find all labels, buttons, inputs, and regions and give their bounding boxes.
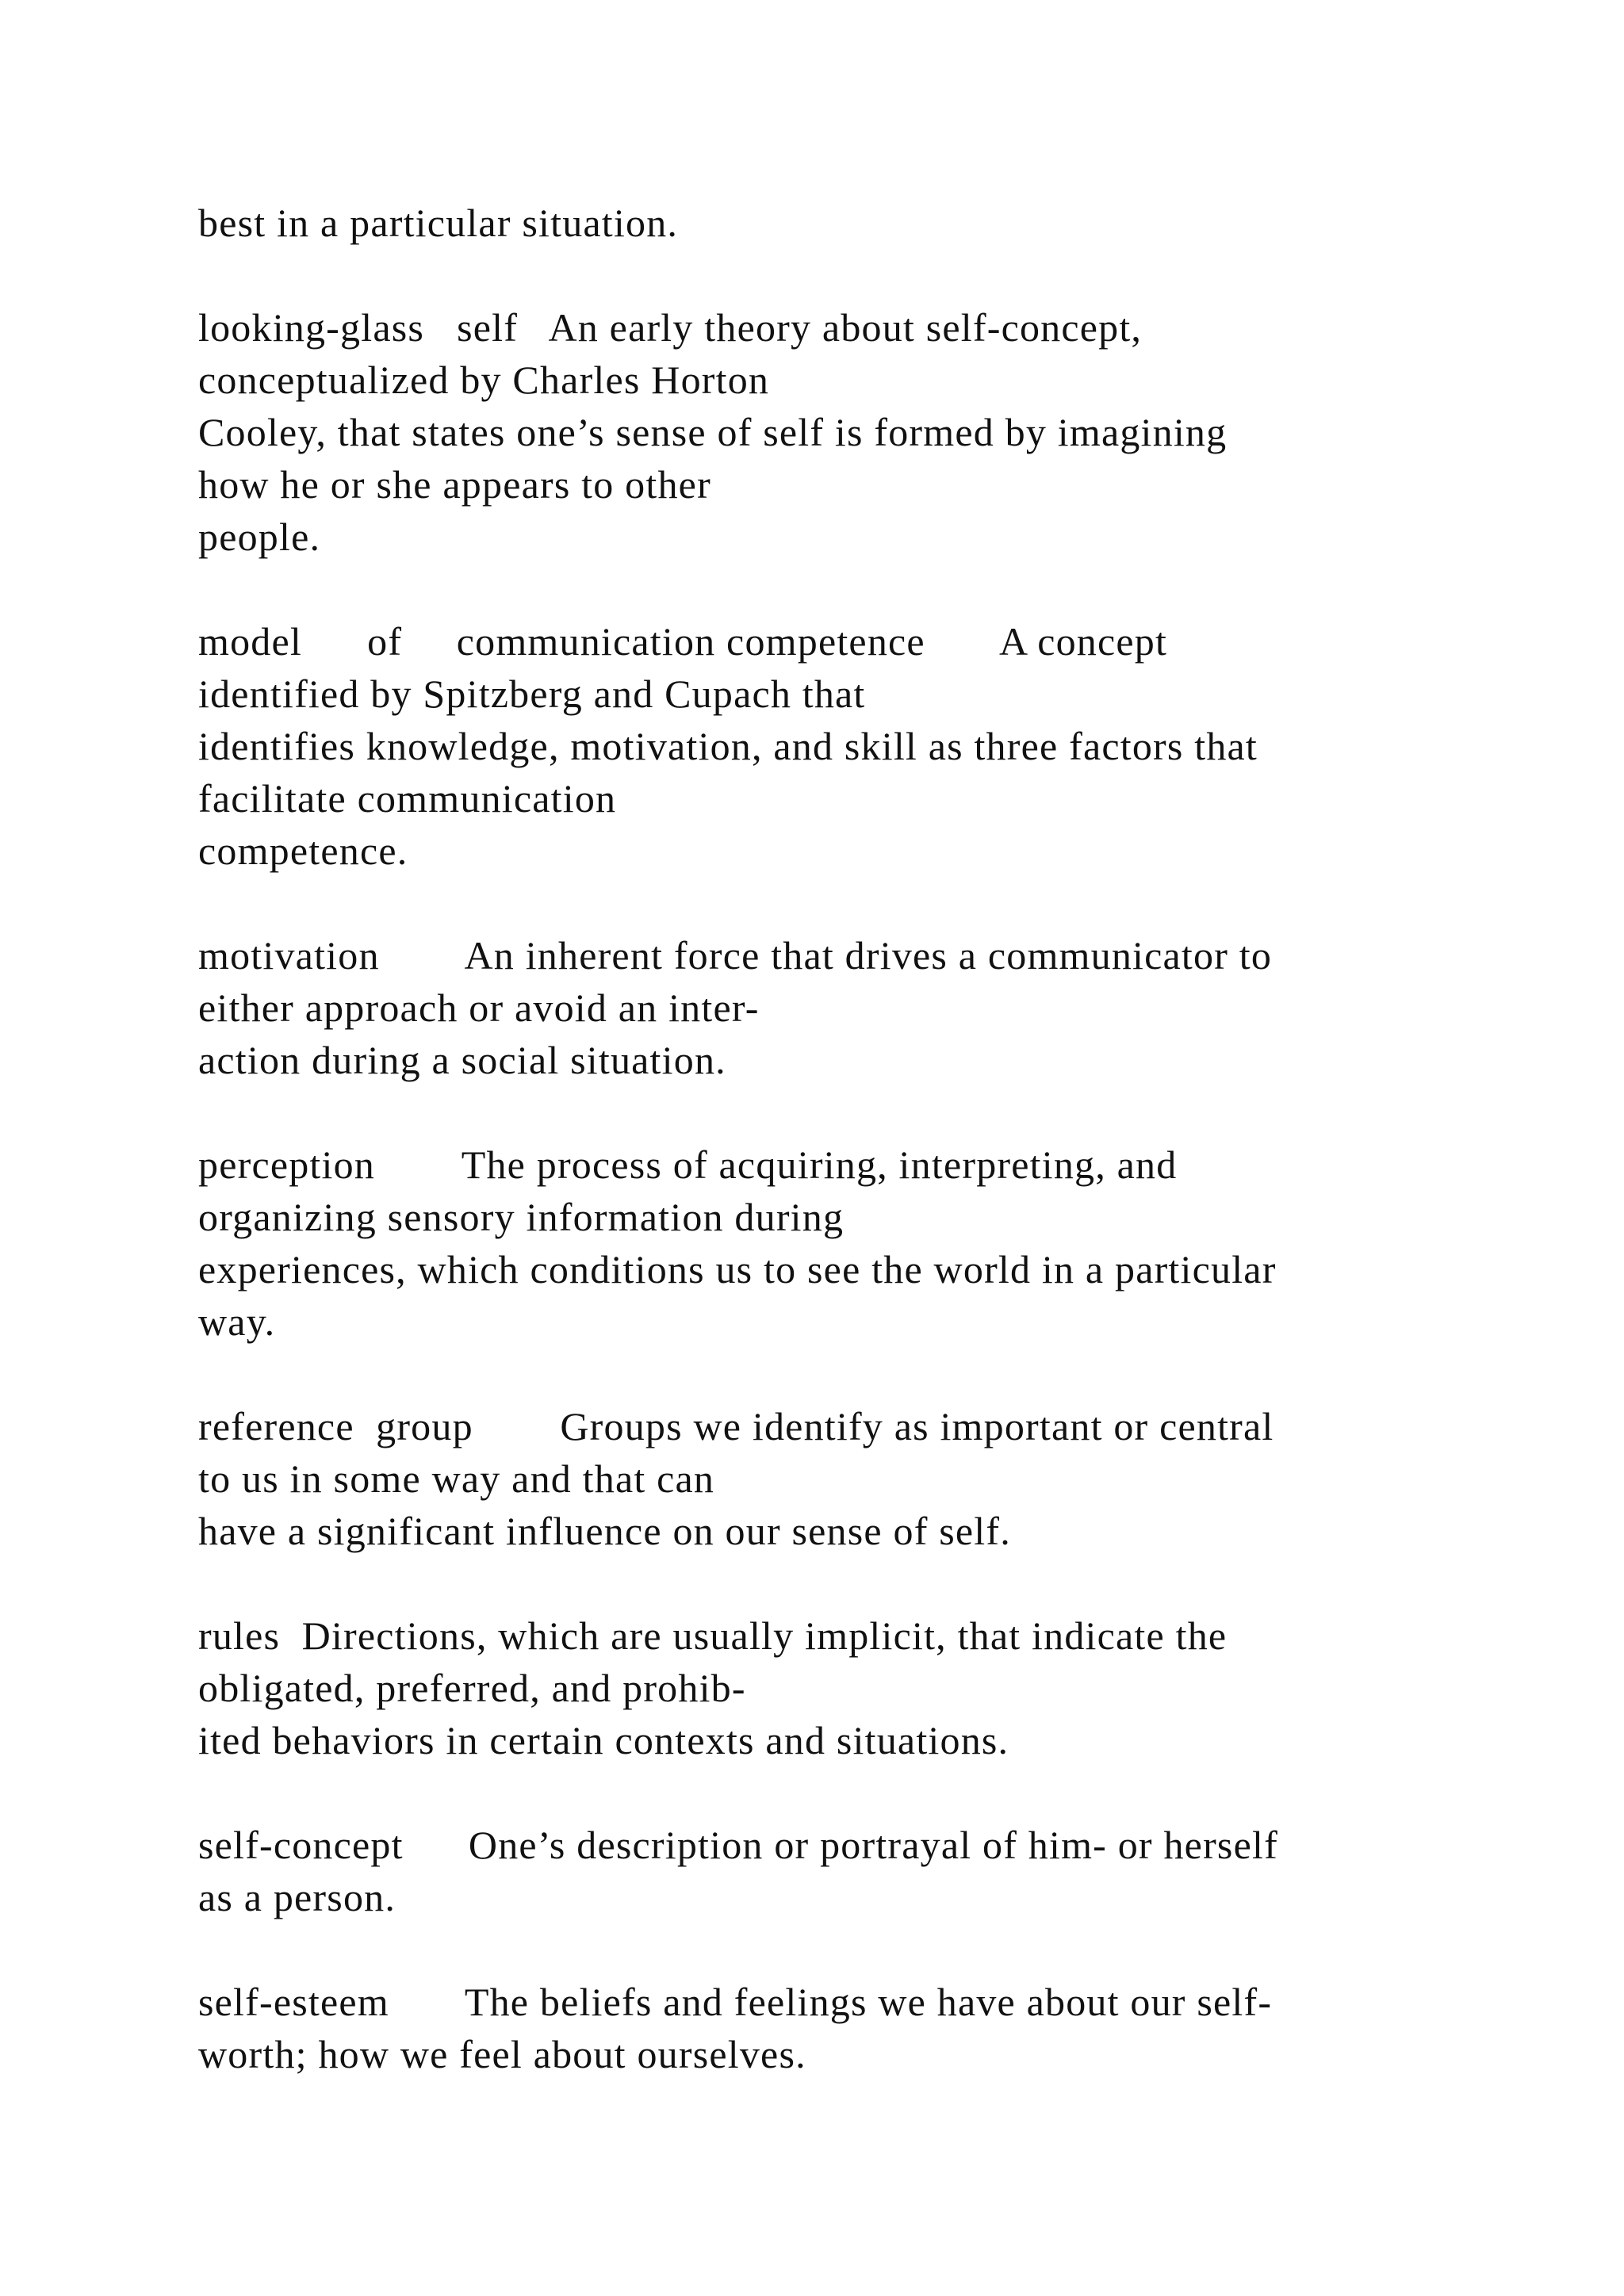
text-line: ited behaviors in certain contexts and situations. xyxy=(198,1718,1009,1762)
text-line: identifies knowledge, motivation, and skill as three factors that xyxy=(198,724,1258,768)
text-line: as a person. xyxy=(198,1875,396,1919)
text-line: to us in some way and that can xyxy=(198,1456,715,1501)
text-line: have a significant influence on our sense of self. xyxy=(198,1509,1011,1553)
text-line: experiences, which conditions us to see the world in a particular xyxy=(198,1247,1277,1292)
text-line: Cooley, that states one’s sense of self is formed by imagining xyxy=(198,410,1228,454)
text-line: perception The process of acquiring, interpreting, and xyxy=(198,1142,1178,1187)
text-line: rules Directions, which are usually implicit, that indicate the xyxy=(198,1613,1228,1658)
text-line: people. xyxy=(198,515,321,559)
text-line: obligated, preferred, and prohib- xyxy=(198,1666,746,1710)
text-line: competence. xyxy=(198,828,408,873)
text-line: way. xyxy=(198,1299,276,1344)
text-line: self-esteem The beliefs and feelings we have about our self- xyxy=(198,1980,1273,2024)
text-line: organizing sensory information during xyxy=(198,1195,845,1239)
text-line: facilitate communication xyxy=(198,776,617,821)
text-line: motivation An inherent force that drives a communicator to xyxy=(198,933,1273,978)
text-line: self-concept One’s description or portrayal of him- or herself xyxy=(198,1823,1278,1867)
text-line: model of communication competence A concept xyxy=(198,619,1168,664)
text-line: best in a particular situation. xyxy=(198,201,679,245)
text-line: worth; how we feel about ourselves. xyxy=(198,2032,806,2076)
text-line: either approach or avoid an inter- xyxy=(198,985,760,1030)
text-line: how he or she appears to other xyxy=(198,462,711,507)
text-line: looking-glass self An early theory about self-concept, xyxy=(198,305,1143,350)
text-line: action during a social situation. xyxy=(198,1038,726,1082)
text-line: identified by Spitzberg and Cupach that xyxy=(198,672,866,716)
text-line: reference group Groups we identify as important or central xyxy=(198,1404,1274,1448)
text-line: conceptualized by Charles Horton xyxy=(198,358,770,402)
